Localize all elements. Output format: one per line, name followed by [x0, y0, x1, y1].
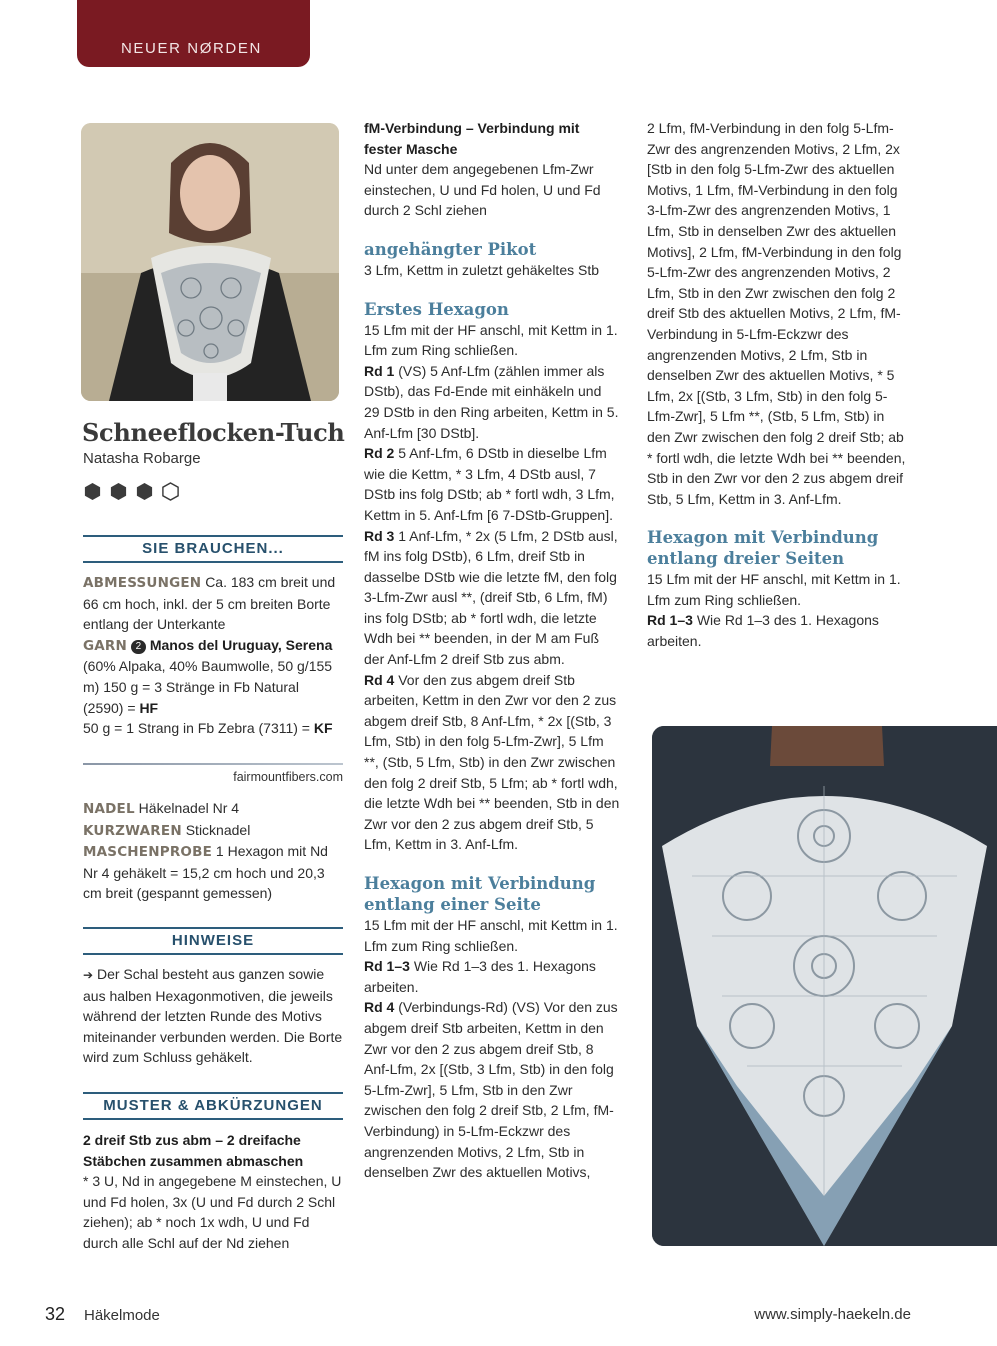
notes-text: Der Schal besteht aus ganzen sowie aus halben Hexagonmotiven, die jeweils während der letzten Runde des Motivs miteinander verbunden werden. Die Borte wird zum Schluss gehäkelt. [83, 966, 343, 1066]
gauge-text: 1 Hexagon mit Nd Nr 4 gehäkelt = 15,2 cm hoch und 20,3 cm breit (gespannt gemessen) [83, 843, 328, 902]
rd13-three-label: Rd 1–3 [647, 612, 693, 629]
yarn-contrast-abbr: KF [313, 720, 333, 737]
rd13-three-text: Wie Rd 1–3 des 1. Hexagons arbeiten. [647, 612, 879, 650]
section-tag-label: NEUER NØRDEN [121, 40, 262, 57]
hexagon-three-sides-rd13 [647, 610, 909, 651]
difficulty-filled-icon [83, 482, 102, 501]
rd3-text: 1 Anf-Lfm, * 2x (5 Lfm, 2 DStb ausl, fM ins folg DStb), 6 Lfm, dreif Stb in dasselbe DStb wie die letzte fM, den folg 3-Lfm-Zwr ausl **, (dreif Stb, 6 Lfm, fM) ins folg DStb; ab * fortl wdh, die letzte Wdh bei ** beenden, in der M am Fuß der Anf-Lfm 2 dreif Stb zus abm. [364, 527, 618, 668]
hexagon-three-sides-intro: 15 Lfm mit der HF anschl, mit Kettm in 1. Lfm zum Ring schließen. [647, 571, 901, 608]
divider [83, 763, 343, 765]
gauge-entry [83, 841, 343, 904]
stitch-pattern-dreif [83, 1130, 343, 1254]
gauge-label: MASCHENPROBE [83, 844, 213, 861]
rd2-text: 5 Anf-Lfm, 6 DStb in dieselbe Lfm wie die Kettm, * 3 Lfm, 4 DStb ausl, 7 DStb ins folg DStb; ab * fortl wdh, 3 Lfm, Kettm in 5. Anf-Lfm [6 7-DStb-Gruppen]. [364, 445, 615, 523]
website-url: www.simply-haekeln.de [754, 1306, 911, 1323]
fm-title: fM-Verbindung – Verbindung mit fester Masche [364, 120, 580, 157]
column-2 [364, 118, 620, 1183]
rd2-label: Rd 2 [364, 445, 395, 462]
hexagon-one-side-rd4 [364, 997, 620, 1182]
yarn-text-2: 50 g = 1 Strang in Fb Zebra (7311) = [83, 720, 310, 737]
first-hexagon-rd4 [364, 670, 620, 855]
hexagon-one-side-rd13 [364, 956, 620, 997]
arrow-icon: ➔ [83, 968, 94, 982]
magazine-name: Häkelmode [84, 1307, 160, 1324]
first-hexagon-rd3 [364, 526, 620, 670]
shawl-back-photo [652, 726, 997, 1246]
first-hexagon-rd1 [364, 361, 620, 443]
notes-block [83, 964, 343, 1068]
page-number: 32 [45, 1304, 66, 1324]
pattern-title: Schneeflocken-Tuch [82, 418, 345, 447]
rd1-text: (VS) 5 Anf-Lfm (zählen immer als DStb), das Fd-Ende mit einhäkeln und 29 DStb in den Ring arbeiten, Kettm in 5. Anf-Lfm [30 DStb]. [364, 362, 619, 441]
notions-label: KURZWAREN [83, 822, 182, 839]
dreif-title: 2 dreif Stb zus abm – 2 dreifache Stäbchen zusammen abmaschen [83, 1132, 304, 1169]
notes-heading: HINWEISE [83, 927, 343, 955]
notions-text: Sticknadel [185, 821, 251, 838]
stitch-patterns-heading: MUSTER & ABKÜRZUNGEN [83, 1092, 343, 1120]
materials-block [83, 572, 343, 739]
dimensions-label: ABMESSUNGEN [83, 575, 202, 591]
yarn-weight-icon: 2 [131, 640, 146, 654]
yarn-label: GARN [83, 637, 128, 654]
yarn-text: (60% Alpaka, 40% Baumwolle, 50 g/155 m) 150 g = 3 Stränge in Fb Natural (2590) = [83, 658, 333, 716]
notions-entry [83, 820, 343, 842]
yarn-main-abbr: HF [139, 699, 159, 716]
difficulty-filled-icon [135, 482, 154, 501]
hexagon-one-side-intro: 15 Lfm mit der HF anschl, mit Kettm in 1. Lfm zum Ring schließen. [364, 917, 618, 954]
rd4-join-label: Rd 4 [364, 999, 395, 1016]
needle-label: NADEL [83, 801, 135, 817]
yarn-website: fairmountfibers.com [233, 770, 343, 784]
rd13-text: Wie Rd 1–3 des 1. Hexagons arbeiten. [364, 958, 596, 995]
difficulty-rating [83, 482, 180, 501]
column-3 [647, 118, 909, 652]
needle-text: Häkelnadel Nr 4 [138, 800, 240, 816]
difficulty-filled-icon [109, 482, 128, 501]
dreif-text: * 3 U, Nd in angegebene M einstechen, U und Fd holen, 3x (U und Fd durch 2 Schl ziehen); ab * noch 1x wdh, U und Fd durch alle Schl auf der Nd ziehen [83, 1173, 342, 1251]
picot-text: 3 Lfm, Kettm in zuletzt gehäkeltes Stb [364, 261, 600, 278]
first-hexagon-heading: Erstes Hexagon [364, 299, 509, 319]
hexagon-one-side-heading: Hexagon mit Verbindung entlang einer Seite [364, 874, 596, 914]
materials-heading: SIE BRAUCHEN... [83, 535, 343, 563]
first-hexagon-rd2 [364, 443, 620, 525]
rd4-text: Vor den zus abgem dreif Stb arbeiten, Kettm in den Zwr vor den 2 zus abgem dreif Stb, 8 Anf-Lfm, * 2x [(Stb, 3 Lfm, Stb) in den folg 5-Lfm-Zwr], 5 Lfm **, (Stb, 5 Lfm, Stb) in den Zwr zwischen den folg 2 dreif Stb, 5 Lfm; ab * fortl wdh, die letzte Wdh bei ** beenden, Stb in den Zwr vor den 2 zus abgem dreif Stb, 5 Lfm, Kettm in 3. Anf-Lfm. [364, 671, 620, 853]
dimensions-text: Ca. 183 cm breit und 66 cm hoch, inkl. der 5 cm breiten Borte entlang der Unterkante [83, 574, 336, 633]
rd1-label: Rd 1 [364, 362, 395, 379]
rd13-label: Rd 1–3 [364, 958, 410, 975]
author-name: Natasha Robarge [83, 450, 201, 467]
yarn-name: Manos del Uruguay, Serena [149, 636, 333, 653]
rd4-join-text: (Verbindungs-Rd) (VS) Vor den zus abgem dreif Stb arbeiten, Kettm in den Zwr vor den 2 zus abgem dreif Stb, 8 Anf-Lfm, 2x [(Stb, 3 Lfm, Stb) in den folg 5-Lfm-Zwr], 5 Lfm, Stb in den Zwr zwischen den folg 2 dreif Stb, 2 Lfm, fM-Verbindung) in 5-Lfm-Eckzwr des angrenzenden Motivs, 2 Lfm, Stb in denselben Zwr des aktuellen Motivs, [364, 999, 618, 1181]
dimensions-entry [83, 572, 343, 635]
tools-block [83, 798, 343, 904]
rd4-label: Rd 4 [364, 671, 395, 688]
needle-entry [83, 798, 343, 820]
yarn-entry [83, 635, 343, 739]
model-photo [81, 123, 339, 401]
hexagon-three-sides-heading: Hexagon mit Verbindung entlang dreier Seiten [647, 528, 879, 569]
hexagon-one-side-continued: 2 Lfm, fM-Verbindung in den folg 5-Lfm-Zwr des angrenzenden Motivs, 2 Lfm, 2x [Stb in den folg 5-Lfm-Zwr des aktuellen Motivs, 1 Lfm, fM-Verbindung in den folg 3-Lfm-Zwr des angrenzenden Motivs, 1 Lfm, Stb in denselben Zwr des aktuellen Motivs], 2 Lfm, fM-Verbindung in den folg 5-Lfm-Zwr des angrenzenden Motivs, 2 Lfm, Stb in den Zwr zwischen den folg 2 dreif Stb des aktuellen Motivs, 2 Lfm, fM-Verbindung in 5-Lfm-Eckzwr des angrenzenden Motivs, 2 Lfm, Stb in denselben Zwr des aktuellen Motivs, * 5 Lfm, 2x [(Stb, 3 Lfm, Stb) in den folg 5-Lfm-Zwr], 5 Lfm **, (Stb, 5 Lfm, Stb) in den Zwr zwischen den folg 2 dreif Stb; ab * fortl wdh, die letzte Wdh bei ** beenden, Stb in den Zwr vor den 2 zus abgem dreif Stb, 5 Lfm, Kettm in 3. Anf-Lfm. [647, 120, 906, 507]
rd3-label: Rd 3 [364, 527, 395, 544]
first-hexagon-intro: 15 Lfm mit der HF anschl, mit Kettm in 1. Lfm zum Ring schließen. [364, 321, 618, 359]
fm-text: Nd unter dem angegebenen Lfm-Zwr einstechen, U und Fd holen, U und Fd durch 2 Schl ziehen [364, 161, 601, 219]
difficulty-empty-icon [161, 482, 180, 501]
section-tag [77, 0, 310, 67]
picot-heading: angehängter Pikot [364, 239, 537, 259]
